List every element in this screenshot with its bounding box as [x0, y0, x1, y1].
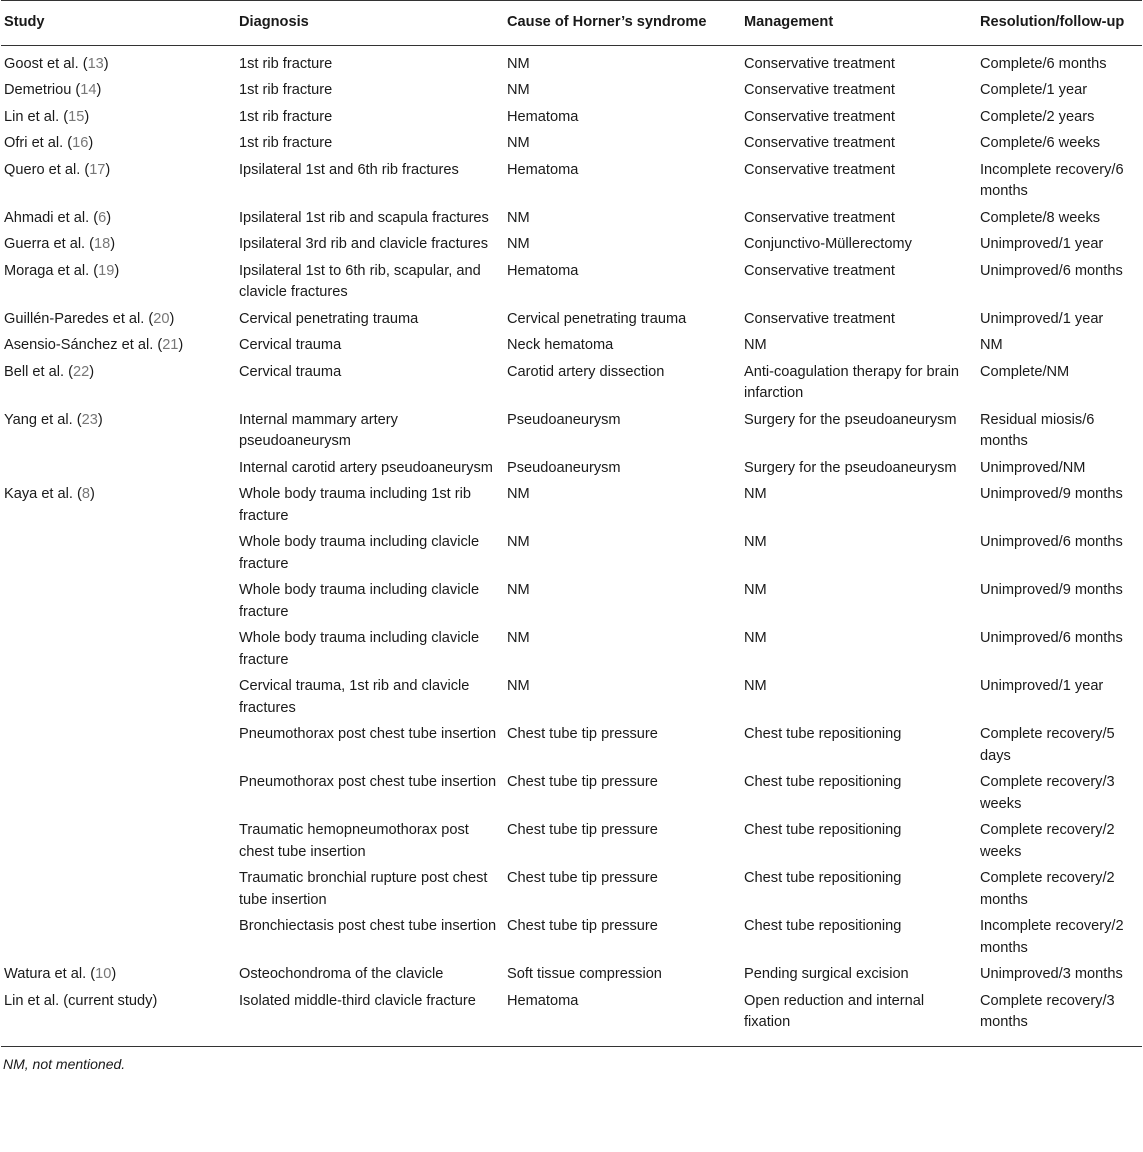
- cell-resolution: Complete/1 year: [980, 82, 1088, 98]
- cell-management: Chest tube repositioning: [744, 870, 902, 886]
- cell-diagnosis: Isolated middle-third clavicle fracture: [236, 986, 504, 1047]
- cell-study: [1, 815, 236, 863]
- cell-cause: Hematoma: [507, 108, 579, 125]
- cell-study: Guerra et al. (18): [4, 236, 116, 252]
- cell-management: NM: [744, 337, 767, 353]
- cell-management: Chest tube repositioning: [744, 822, 902, 838]
- cell-diagnosis: Ipsilateral 1st and 6th rib fractures: [239, 161, 459, 178]
- table-row: [1, 155, 1142, 203]
- cell-management: Anti-coagulation therapy for brain infarction: [744, 363, 959, 401]
- table-row: [1, 575, 1142, 623]
- cell-resolution: Complete/NM: [980, 363, 1070, 380]
- table-row: [1, 256, 1142, 304]
- cell-management: Conservative treatment: [744, 310, 895, 327]
- cell-resolution: Unimproved/6 months: [980, 262, 1123, 279]
- cell-study: Ofri et al. (16): [4, 135, 94, 151]
- study-author: Moraga et al.: [4, 262, 90, 279]
- cell-study: Guillén-Paredes et al. (20): [4, 310, 175, 327]
- cell-resolution: Complete recovery/2 weeks: [980, 822, 1115, 860]
- cell-cause: Chest tube tip pressure: [507, 918, 658, 934]
- cell-cause: NM: [507, 236, 530, 252]
- cell-diagnosis: Whole body trauma including clavicle fracture: [239, 534, 480, 572]
- header-row: [1, 1, 1142, 46]
- cell-management: NM: [744, 678, 767, 694]
- cell-resolution: Complete/6 weeks: [980, 135, 1101, 151]
- cell-diagnosis: 1st rib fracture: [239, 55, 333, 72]
- table-row: [1, 986, 1142, 1047]
- header-diagnosis: Diagnosis: [236, 1, 504, 46]
- study-author: Ahmadi et al.: [4, 209, 90, 226]
- study-author: Bell et al.: [4, 363, 65, 380]
- cell-cause: NM: [507, 82, 530, 98]
- study-reference[interactable]: 22: [72, 363, 90, 380]
- cell-study: Goost et al. (13): [4, 55, 109, 72]
- cell-resolution: Complete recovery/2 months: [980, 870, 1115, 908]
- cell-resolution: Unimproved/3 months: [980, 966, 1123, 982]
- cell-diagnosis: Pneumothorax post chest tube insertion: [239, 774, 497, 790]
- table-row: [1, 479, 1142, 527]
- table-row: [1, 357, 1142, 405]
- table-row: [1, 203, 1142, 230]
- cell-management: Conservative treatment: [744, 161, 895, 178]
- cell-study: [1, 863, 236, 911]
- cell-diagnosis: Cervical trauma, 1st rib and clavicle fractures: [239, 678, 470, 716]
- studies-table: [1, 0, 1142, 1047]
- cell-diagnosis: Traumatic hemopneumothorax post chest tube insertion: [239, 822, 469, 860]
- cell-study: Yang et al. (23): [4, 411, 103, 428]
- cell-study: [1, 453, 236, 480]
- cell-cause: Hematoma: [507, 161, 579, 178]
- study-author: Yang et al.: [4, 411, 73, 428]
- cell-resolution: Complete recovery/3 weeks: [980, 774, 1115, 812]
- cell-diagnosis: Internal mammary artery pseudoaneurysm: [239, 411, 398, 449]
- cell-study: Moraga et al. (19): [4, 262, 120, 279]
- cell-diagnosis: Osteochondroma of the clavicle: [239, 966, 444, 982]
- cell-cause: NM: [507, 582, 530, 598]
- cell-management: Surgery for the pseudoaneurysm: [744, 411, 957, 428]
- cell-study: Watura et al. (10): [4, 966, 117, 982]
- cell-diagnosis: Traumatic bronchial rupture post chest tube insertion: [239, 870, 488, 908]
- cell-cause: Cervical penetrating trauma: [507, 310, 687, 327]
- cell-diagnosis: 1st rib fracture: [239, 82, 333, 98]
- cell-resolution: Unimproved/1 year: [980, 236, 1104, 252]
- header-study: Study: [1, 1, 236, 46]
- cell-cause: NM: [507, 55, 530, 72]
- cell-resolution: Complete/6 months: [980, 55, 1107, 72]
- cell-cause: Chest tube tip pressure: [507, 870, 658, 886]
- table-row: [1, 229, 1142, 256]
- cell-management: Conservative treatment: [744, 82, 895, 98]
- cell-diagnosis: Cervical trauma: [239, 337, 342, 353]
- cell-cause: Pseudoaneurysm: [507, 459, 621, 476]
- cell-diagnosis: Whole body trauma including 1st rib fracture: [239, 486, 471, 524]
- study-author: Goost et al.: [4, 55, 79, 72]
- cell-resolution: Complete/2 years: [980, 108, 1095, 125]
- cell-diagnosis: Whole body trauma including clavicle fracture: [239, 630, 480, 668]
- table-row: [1, 911, 1142, 959]
- cell-diagnosis: Pneumothorax post chest tube insertion: [239, 726, 497, 742]
- cell-cause: Hematoma: [504, 986, 741, 1047]
- study-reference[interactable]: 14: [80, 82, 97, 98]
- cell-management: Conservative treatment: [744, 262, 895, 279]
- cell-cause: NM: [507, 135, 530, 151]
- cell-management: NM: [744, 630, 767, 646]
- cell-resolution: Unimproved/9 months: [980, 582, 1123, 598]
- cell-management: Chest tube repositioning: [744, 918, 902, 934]
- cell-study: [1, 986, 236, 1047]
- study-author: Watura et al.: [4, 966, 87, 982]
- cell-study: Demetriou (14): [4, 82, 102, 98]
- study-reference[interactable]: 16: [72, 135, 89, 151]
- cell-cause: NM: [507, 534, 530, 550]
- cell-resolution: Unimproved/9 months: [980, 486, 1123, 502]
- study-reference[interactable]: 17: [89, 161, 106, 178]
- cell-cause: NM: [507, 678, 530, 694]
- cell-management: Conservative treatment: [744, 108, 895, 125]
- cell-resolution: Complete recovery/3 months: [977, 986, 1142, 1047]
- cell-study: [1, 623, 236, 671]
- study-author: Kaya et al.: [4, 486, 73, 502]
- table-row: [1, 671, 1142, 719]
- table-row: [1, 719, 1142, 767]
- study-reference[interactable]: 21: [162, 337, 179, 353]
- study-author: Guerra et al.: [4, 236, 86, 252]
- cell-study: Bell et al. (22): [4, 363, 95, 380]
- cell-management: Conservative treatment: [744, 55, 895, 72]
- table-row: [1, 405, 1142, 453]
- cell-cause: NM: [507, 486, 530, 502]
- cell-management: NM: [744, 486, 767, 502]
- study-reference[interactable]: 19: [98, 262, 115, 279]
- cell-management: NM: [744, 534, 767, 550]
- cell-diagnosis: Ipsilateral 1st rib and scapula fractures: [239, 209, 489, 226]
- cell-cause: Chest tube tip pressure: [507, 726, 658, 742]
- cell-cause: NM: [507, 630, 530, 646]
- cell-study: [1, 911, 236, 959]
- cell-diagnosis: Cervical trauma: [239, 363, 342, 380]
- header-cause: Cause of Horner’s syndrome: [504, 1, 741, 46]
- cell-diagnosis: Internal carotid artery pseudoaneurysm: [239, 459, 493, 476]
- cell-management: Open reduction and internal fixation: [741, 986, 977, 1047]
- cell-cause: Chest tube tip pressure: [507, 822, 658, 838]
- study-author: Asensio-Sánchez et al.: [4, 337, 154, 353]
- table-row: [1, 102, 1142, 129]
- table-row: [1, 623, 1142, 671]
- cell-study: [1, 719, 236, 767]
- cell-resolution: Complete/8 weeks: [980, 209, 1101, 226]
- table-row: [1, 767, 1142, 815]
- study-author: Lin et al.: [4, 108, 60, 125]
- study-author: Ofri et al.: [4, 135, 64, 151]
- table-row: [1, 959, 1142, 986]
- cell-study: Kaya et al. (8): [4, 486, 95, 502]
- cell-cause: Carotid artery dissection: [507, 363, 665, 380]
- study-reference[interactable]: 18: [94, 236, 111, 252]
- table-row: [1, 45, 1142, 75]
- footnote: NM, not mentioned.: [3, 1055, 126, 1072]
- cell-diagnosis: 1st rib fracture: [239, 135, 333, 151]
- cell-management: Chest tube repositioning: [744, 726, 902, 742]
- cell-resolution: Unimproved/6 months: [980, 534, 1123, 550]
- cell-study: Asensio-Sánchez et al. (21): [4, 337, 184, 353]
- table-row: [1, 863, 1142, 911]
- study-reference[interactable]: 8: [81, 486, 91, 502]
- table-header: [1, 1, 1142, 46]
- cell-study: Lin et al. (15): [4, 108, 90, 125]
- cell-resolution: Incomplete recovery/2 months: [980, 918, 1124, 956]
- cell-diagnosis: Bronchiectasis post chest tube insertion: [239, 918, 497, 934]
- cell-diagnosis: Whole body trauma including clavicle fracture: [239, 582, 480, 620]
- cell-cause: Neck hematoma: [507, 337, 614, 353]
- study-reference[interactable]: 23: [81, 411, 98, 428]
- header-management: Management: [741, 1, 977, 46]
- cell-diagnosis: Ipsilateral 3rd rib and clavicle fractures: [239, 236, 489, 252]
- header-resolution: Resolution/follow-up: [977, 1, 1142, 46]
- study-author: Quero et al.: [4, 161, 81, 178]
- study-reference[interactable]: 15: [68, 108, 85, 125]
- cell-management: Conservative treatment: [744, 135, 895, 151]
- cell-cause: Soft tissue compression: [507, 966, 662, 982]
- cell-management: Conjunctivo-Müllerectomy: [744, 236, 912, 252]
- table-row: [1, 453, 1142, 480]
- cell-diagnosis: 1st rib fracture: [239, 108, 333, 125]
- study-author: Lin et al. (current study): [4, 992, 158, 1009]
- cell-cause: Chest tube tip pressure: [507, 774, 658, 790]
- cell-diagnosis: Cervical penetrating trauma: [239, 310, 419, 327]
- cell-management: Conservative treatment: [744, 209, 895, 226]
- table-row: [1, 75, 1142, 102]
- cell-resolution: Residual miosis/6 months: [980, 411, 1095, 449]
- table-row: [1, 330, 1142, 357]
- cell-study: [1, 575, 236, 623]
- table-row: [1, 128, 1142, 155]
- cell-resolution: Unimproved/NM: [980, 459, 1086, 476]
- cell-cause: Hematoma: [507, 262, 579, 279]
- study-reference[interactable]: 13: [87, 55, 104, 72]
- cell-resolution: Unimproved/1 year: [980, 678, 1104, 694]
- table-row: [1, 527, 1142, 575]
- cell-resolution: Unimproved/6 months: [980, 630, 1123, 646]
- cell-study: Quero et al. (17): [4, 161, 111, 178]
- cell-management: Chest tube repositioning: [744, 774, 902, 790]
- cell-study: Ahmadi et al. (6): [4, 209, 112, 226]
- cell-resolution: Complete recovery/5 days: [980, 726, 1115, 764]
- cell-management: Surgery for the pseudoaneurysm: [744, 459, 957, 476]
- cell-management: Pending surgical excision: [744, 966, 909, 982]
- cell-study: [1, 671, 236, 719]
- table-row: [1, 815, 1142, 863]
- cell-resolution: Unimproved/1 year: [980, 310, 1104, 327]
- study-reference[interactable]: 10: [95, 966, 112, 982]
- cell-diagnosis: Ipsilateral 1st to 6th rib, scapular, and clavicle fractures: [239, 262, 481, 300]
- cell-management: NM: [744, 582, 767, 598]
- cell-cause: NM: [507, 209, 530, 226]
- cell-resolution: NM: [980, 337, 1003, 353]
- table-body: [1, 45, 1142, 1046]
- cell-resolution: Incomplete recovery/6 months: [980, 161, 1124, 199]
- study-reference[interactable]: 20: [153, 310, 170, 327]
- cell-cause: Pseudoaneurysm: [507, 411, 621, 428]
- cell-study: [1, 527, 236, 575]
- study-author: Demetriou: [4, 82, 72, 98]
- study-author: Guillén-Paredes et al.: [4, 310, 145, 327]
- study-reference[interactable]: 6: [98, 209, 107, 226]
- cell-study: [1, 767, 236, 815]
- table-row: [1, 304, 1142, 331]
